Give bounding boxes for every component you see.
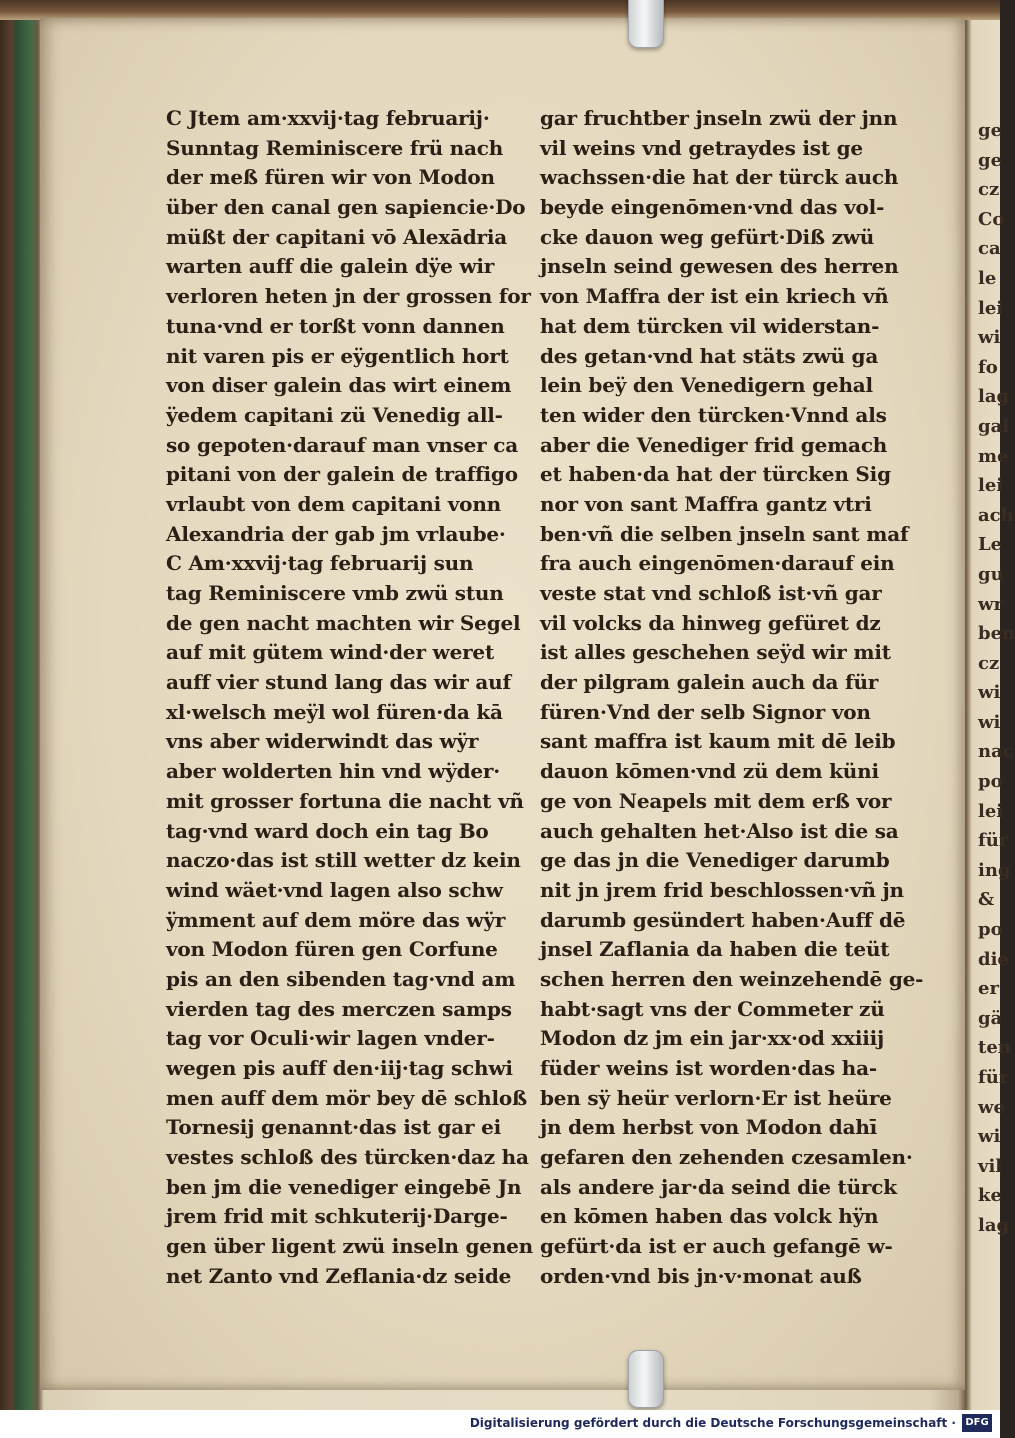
text-line: wi [978,327,1001,349]
text-line: tag Reminiscere vmb zwü stun [166,581,504,605]
text-line: jrem frid mit schkuterij·Darge- [166,1204,508,1229]
text-line: nor von sant Maffra gantz vtri [540,491,872,516]
text-line: ca [978,238,1001,260]
text-line: pis an den sibenden tag·vnd am [166,966,516,991]
text-line: pitani von der galein de traffigo [166,462,518,487]
text-line: C Jtem am·xxvij·tag februarij· [166,106,490,130]
text-line: C Am·xxvij·tag februarij sun [166,551,474,576]
text-line: Le [978,534,1003,556]
text-line: gu [978,563,1004,585]
text-line: cz [978,179,1000,201]
text-line: mit grosser fortuna die nacht vñ [166,788,524,813]
text-line: lei [978,800,1004,822]
text-line: jn dem herbst von Modon dahī [540,1115,878,1140]
text-line: ke [978,1185,1002,1207]
text-line: für [978,1067,1009,1088]
text-line: fo [978,356,998,378]
text-line: der pilgram galein auch da für [540,670,879,695]
text-line: po [978,919,1003,941]
text-line: gal [978,415,1010,437]
text-line: auff vier stund lang das wir auf [166,670,511,695]
text-line: vil volcks da hinweg gefüret dz [540,610,881,635]
text-line: über den canal gen sapiencie·Do [166,195,526,220]
text-line: Modon dz jm ein jar·xx·od xxiiij [540,1026,885,1051]
text-line: lein beÿ den Venedigern gehal [540,373,873,398]
text-line: xl·welsch meÿl wol füren·da kā [166,699,503,724]
text-line: Alexandria der gab jm vrlaube· [166,521,506,546]
text-line: ten wider den türcken·Vnnd als [540,402,887,427]
text-line: von Modon füren gen Corfune [166,937,498,962]
text-line: nit varen pis er eÿgentlich hort [166,343,509,368]
text-line: dauon kōmen·vnd zü dem küni [540,759,879,784]
text-line: en kōmen haben das volck hÿn [540,1204,879,1229]
text-line: ach [978,504,1014,526]
text-line: so gepoten·darauf man vnser ca [166,432,519,457]
text-line: habt·sagt vns der Commeter zü [540,996,885,1021]
text-line: ben jm die venediger eingebē Jn [166,1174,522,1199]
text-line: et haben·da hat der türcken Sig [540,462,891,487]
text-line: vierden tag des merczen samps [166,996,512,1021]
text-line: men auff dem mör bey dē schloß [166,1085,527,1110]
text-line: hat dem türcken vil widerstan- [540,313,880,338]
text-line: die [978,948,1009,970]
text-line: veste stat vnd schloß ist·vñ gar [540,581,882,605]
text-line: nac [978,741,1014,763]
text-line: des getan·vnd hat stäts zwü ga [540,343,879,368]
text-line: als andere jar·da seind die türck [540,1174,897,1199]
text-line: net Zanto vnd Zeflania·dz seide [166,1263,512,1288]
text-line: Co [978,208,1005,230]
text-line: auch gehalten het·Also ist die sa [540,818,899,843]
text-line: wind wäet·vnd lagen also schw [166,877,503,902]
text-line: lei [978,475,1004,497]
text-line: aber wolderten hin vnd wÿder· [166,759,501,784]
text-line: auf mit gütem wind·der weret [166,640,494,665]
text-line: ge [978,120,1003,141]
text-line: wegen pis auff den·iij·tag schwi [166,1056,513,1080]
text-line: wachssen·die hat der türck auch [540,165,899,190]
text-line: naczo·das ist still wetter dz kein [166,848,521,873]
text-line: für [978,830,1009,852]
text-line: nit jn jrem frid beschlossen·vñ jn [540,877,904,902]
text-line: orden·vnd bis jn·v·monat auß [540,1263,862,1288]
text-line: fra auch eingenōmen·darauf ein [540,551,895,576]
text-line: vil weins vnd getraydes ist ge [540,135,863,160]
text-line: wr [978,593,1003,615]
left-text-column [166,104,534,1292]
text-line: me [978,445,1009,467]
text-line: wi [978,1126,1001,1148]
text-line: wi [978,682,1001,704]
text-line: ÿmment auf dem möre das wÿr [166,907,506,932]
top-page-edge [0,0,1000,20]
text-line: ing [978,859,1011,881]
text-line: ge [978,149,1003,171]
text-line: po [978,771,1003,793]
book-clip-bottom [628,1350,664,1408]
text-line: cz [978,652,1000,674]
text-line: darumb gesündert haben·Auff dē [540,907,906,932]
text-line: gefürt·da ist er auch gefangē w- [540,1234,893,1259]
text-line: tag vor Oculi·wir lagen vnder- [166,1026,495,1051]
footer-credit: Digitalisierung gefördert durch die Deutsche Forschungsgemeinschaft · [469,1416,956,1430]
text-line: cke dauon weg gefürt·Diß zwü [540,224,875,249]
text-line: von diser galein das wirt einem [166,373,512,398]
text-line: füder weins ist worden·das ha- [540,1056,877,1080]
text-line: vil [978,1155,1003,1177]
text-line: we [978,1096,1005,1118]
text-line: lag [978,1214,1010,1236]
text-line: ben [978,623,1015,645]
text-line: ge von Neapels mit dem erß vor [540,788,892,813]
text-line: ben·vñ die selben jnseln sant maf [540,521,909,546]
text-line: verloren heten jn der grossen for [166,284,531,309]
text-line: Tornesij genannt·das ist gar ei [166,1115,502,1140]
text-line: sant maffra ist kaum mit dē leib [540,729,896,754]
text-line: lei [978,297,1004,319]
text-line: Sunntag Reminiscere frü nach [166,135,504,160]
text-line: warten auff die galein dÿe wir [166,254,495,279]
dfg-logo: DFG [962,1414,992,1432]
footer-bar [0,1410,1000,1438]
text-line: schen herren den weinzehendē ge- [540,966,924,991]
text-line: ÿedem capitani zü Venedig all- [166,402,503,427]
text-line: müßt der capitani vō Alexādria [166,224,508,249]
text-line: aber die Venediger frid gemach [540,432,888,457]
text-line: füren·Vnd der selb Signor von [540,699,871,724]
text-line: gar fruchtber jnseln zwü der jnn [540,106,898,130]
text-line: & [978,889,995,911]
text-line: vrlaubt von dem capitani vonn [166,491,502,516]
text-line: von Maffra der ist ein kriech vñ [540,284,889,309]
text-line: ben sÿ heür verlorn·Er ist heüre [540,1085,892,1110]
text-line: ist alles geschehen seÿd wir mit [540,640,891,665]
text-line: ten [978,1037,1011,1059]
text-line: gen über ligent zwü inseln genen [166,1234,534,1259]
text-line: wi [978,711,1001,733]
book-clip-top [628,0,664,48]
text-line: de gen nacht machten wir Segel [166,610,521,635]
next-page-edge-text [978,116,1015,1241]
text-line: er [978,978,999,1000]
text-line: tag·vnd ward doch ein tag Bo [166,818,489,843]
text-line: le [978,267,997,289]
text-line: ge das jn die Venediger darumb [540,848,890,873]
text-line: vestes schloß des türcken·daz ha [166,1145,529,1170]
text-line: vns aber widerwindt das wÿr [166,729,479,754]
text-line: gefaren den zehenden czesamlen· [540,1145,913,1170]
text-line: der meß füren wir von Modon [166,165,495,190]
right-text-column [540,104,924,1292]
text-line: jnsel Zaflania da haben die teüt [540,937,890,962]
text-line: beyde eingenōmen·vnd das vol- [540,195,885,220]
text-line: tuna·vnd er torßt vonn dannen [166,313,505,338]
text-line: lag [978,386,1010,408]
text-line: gä [978,1007,1003,1029]
text-line: jnseln seind gewesen des herren [540,254,899,279]
